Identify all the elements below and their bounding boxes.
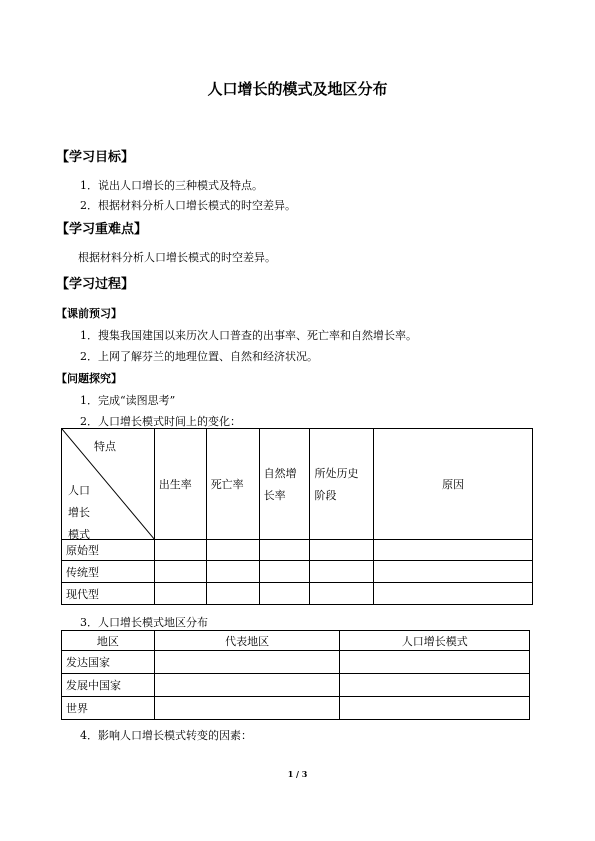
row-label: 发达国家 <box>62 651 155 674</box>
inquiry-heading: 【问题探究】 <box>56 372 122 385</box>
corner-top-label: 特点 <box>94 440 116 453</box>
growth-pattern-time-table <box>61 428 533 605</box>
table-row <box>62 697 530 720</box>
header-region: 地区 <box>62 631 155 651</box>
inquiry-item-2: 2．人口增长模式时间上的变化： <box>80 415 241 428</box>
table-row <box>62 651 530 674</box>
preview-item-2: 2．上网了解芬兰的地理位置、自然和经济状况。 <box>80 350 318 363</box>
table-row <box>62 674 530 697</box>
growth-pattern-region-table <box>61 630 530 720</box>
preview-item-1: 1．搜集我国建国以来历次人口普查的出事率、死亡率和自然增长率。 <box>80 329 417 342</box>
corner-bottom-line-1: 人口 <box>68 484 90 497</box>
page-title: 人口增长的模式及地区分布 <box>207 80 388 98</box>
goals-heading: 【学习目标】 <box>56 150 135 165</box>
header-reason: 原因 <box>374 429 533 540</box>
table-row <box>62 540 533 561</box>
row-label: 传统型 <box>62 561 155 583</box>
row-label: 发展中国家 <box>62 674 155 697</box>
header-birth-rate: 出生率 <box>154 429 206 540</box>
keypoints-text: 根据材料分析人口增长模式的时空差异。 <box>78 251 276 264</box>
goal-item-2: 2．根据材料分析人口增长模式的时空差异。 <box>80 199 296 212</box>
row-label: 现代型 <box>62 583 155 605</box>
table-row <box>62 561 533 583</box>
header-historical-stage: 所处历史 阶段 <box>310 429 374 540</box>
row-label: 世界 <box>62 697 155 720</box>
inquiry-item-1: 1．完成“读图思考” <box>80 394 176 407</box>
corner-bottom-line-3: 模式 <box>68 528 90 541</box>
header-growth-pattern: 人口增长模式 <box>340 631 530 651</box>
page-number: 1 / 3 <box>287 769 308 779</box>
corner-bottom-line-2: 增长 <box>68 506 90 519</box>
inquiry-item-3: 3．人口增长模式地区分布 <box>80 616 208 629</box>
header-representative: 代表地区 <box>154 631 340 651</box>
diagonal-header-cell <box>62 429 155 540</box>
header-natural-growth: 自然增 长率 <box>259 429 310 540</box>
goal-item-1: 1．说出人口增长的三种模式及特点。 <box>80 179 263 192</box>
table-row <box>62 583 533 605</box>
process-heading: 【学习过程】 <box>56 277 135 292</box>
inquiry-item-4: 4．影响人口增长模式转变的因素： <box>80 729 252 742</box>
row-label: 原始型 <box>62 540 155 561</box>
keypoints-heading: 【学习重难点】 <box>56 222 148 237</box>
preview-heading: 【课前预习】 <box>56 307 122 320</box>
header-death-rate: 死亡率 <box>206 429 259 540</box>
